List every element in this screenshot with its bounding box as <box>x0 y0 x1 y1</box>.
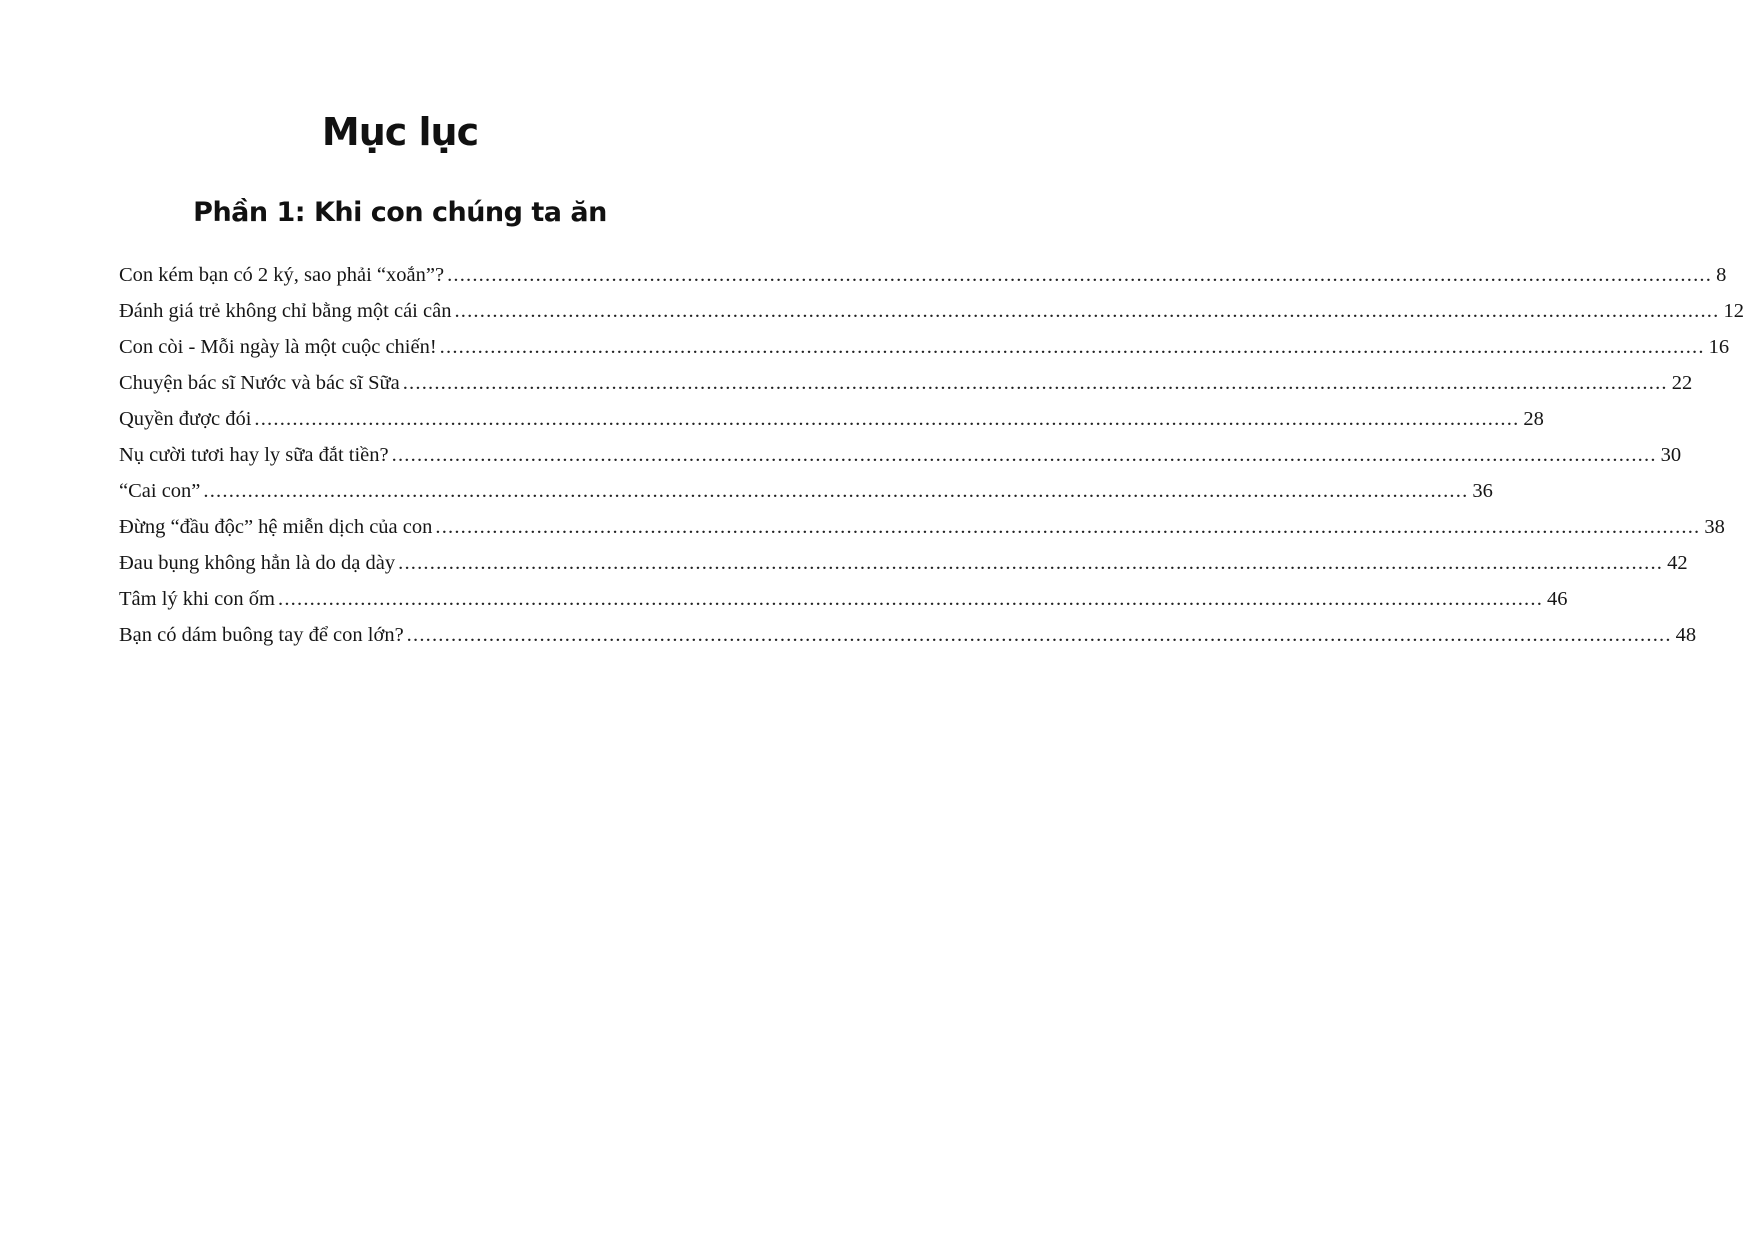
toc-entry <box>119 365 1693 401</box>
toc-entry-page: 12 <box>1723 300 1744 322</box>
dot-leader: ........................................................................................................................................................................................................ <box>402 372 1668 394</box>
dot-leader: ........................................................................................................................................................................................................ <box>454 300 1720 322</box>
toc-entry-page: 30 <box>1660 444 1682 466</box>
dot-leader: ........................................................................................................................................................................................................ <box>203 480 1469 502</box>
dot-leader: ........................................................................................................................................................................................................ <box>254 408 1520 430</box>
toc-entry <box>119 617 1697 653</box>
toc-entry-title: Chuyện bác sĩ Nước và bác sĩ Sữa <box>119 372 400 394</box>
toc-entry-title: Quyền được đói <box>119 408 252 430</box>
toc-entry-title: Đừng “đầu độc” hệ miễn dịch của con <box>119 516 433 538</box>
toc-entry <box>119 401 1544 437</box>
toc-entry-page: 8 <box>1716 264 1727 286</box>
toc-entry <box>119 257 1727 293</box>
section-title: Phần 1: Khi con chúng ta ăn <box>193 197 607 228</box>
toc-entry-page: 28 <box>1523 408 1544 430</box>
toc-entry <box>119 293 1744 329</box>
toc-entry-title: “Cai con” <box>119 480 201 502</box>
toc-entry <box>119 437 1682 473</box>
toc-entry-page: 48 <box>1675 624 1697 646</box>
toc-entry-title: Tâm lý khi con ốm <box>119 588 276 610</box>
table-of-contents <box>119 257 1744 653</box>
toc-entry <box>119 545 1688 581</box>
toc-entry <box>119 329 1730 365</box>
toc-entry <box>119 509 1725 545</box>
dot-leader: ........................................................................................................................................................................................................ <box>435 516 1701 538</box>
toc-entry-title: Đau bụng không hẳn là do dạ dày <box>119 552 396 574</box>
toc-entry-page: 16 <box>1708 336 1730 358</box>
toc-entry-page: 46 <box>1547 588 1568 610</box>
page-title: Mục lục <box>321 110 479 154</box>
toc-entry-page: 22 <box>1671 372 1693 394</box>
dot-leader: ........................................................................................................................................................................................................ <box>278 588 1544 610</box>
dot-leader: ........................................................................................................................................................................................................ <box>391 444 1657 466</box>
toc-entry-title: Bạn có dám buông tay để con lớn? <box>119 624 404 646</box>
dot-leader: ........................................................................................................................................................................................................ <box>447 264 1713 286</box>
dot-leader: ........................................................................................................................................................................................................ <box>439 336 1705 358</box>
dot-leader: ........................................................................................................................................................................................................ <box>398 552 1664 574</box>
toc-entry-title: Con còi - Mỗi ngày là một cuộc chiến! <box>119 336 437 358</box>
toc-entry-page: 36 <box>1472 480 1493 502</box>
toc-entry-page: 42 <box>1667 552 1688 574</box>
toc-entry-title: Con kém bạn có 2 ký, sao phải “xoắn”? <box>119 264 445 286</box>
toc-entry-title: Nụ cười tươi hay ly sữa đắt tiền? <box>119 444 389 466</box>
toc-entry <box>119 473 1493 509</box>
dot-leader: ........................................................................................................................................................................................................ <box>406 624 1672 646</box>
toc-entry <box>119 581 1568 617</box>
toc-entry-title: Đánh giá trẻ không chỉ bằng một cái cân <box>119 300 452 322</box>
toc-entry-page: 38 <box>1704 516 1725 538</box>
